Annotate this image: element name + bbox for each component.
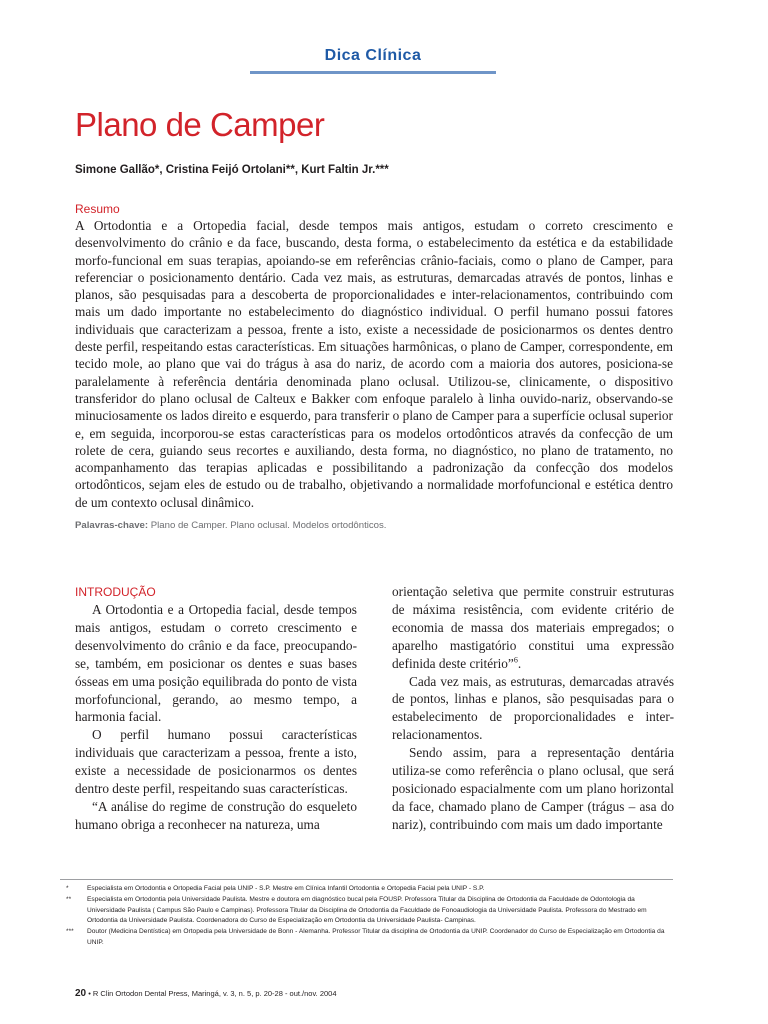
- footnote-rule: [60, 879, 673, 880]
- body-paragraph-continuation: [392, 583, 674, 673]
- body-paragraph: Sendo assim, para a representação dentária utiliza-se como referência o plano oclusal, que será posicionado espacialmente com um plano horizontal da face, chamado plano de Camper (trágus – asa do nariz), contribuindo com mais um dado importante: [392, 745, 674, 832]
- header-rule: [250, 71, 496, 74]
- body-paragraph: O perfil humano possui características individuais que caracterizam a pessoa, frente a isto, existe a necessidade de posicionarmos os dentes dentro deste perfil, respeitando suas características.: [75, 727, 357, 797]
- author-list: Simone Gallão*, Cristina Feijó Ortolani**, Kurt Faltin Jr.***: [75, 164, 389, 176]
- journal-citation: • R Clin Ortodon Dental Press, Maringá, v. 3, n. 5, p. 20-28 - out./nov. 2004: [88, 989, 337, 998]
- body-paragraph: Cada vez mais, as estruturas, demarcadas através de pontos, linhas e planos, são pesquisadas para o estabelecimento de proporcionalidades e inter-relacionamentos.: [392, 673, 674, 743]
- footnote: [66, 895, 674, 927]
- footnotes: [66, 884, 674, 949]
- body-column-right: [392, 583, 674, 834]
- footnote: [66, 927, 674, 949]
- continuation-text: orientação seletiva que permite construir estruturas de máxima resistência, com evidente critério de economia de massa dos materiais empregados; o aparelho mastigatório constitui uma expressão definida deste critério”: [392, 584, 674, 671]
- citation-reference: 6: [513, 655, 518, 665]
- abstract-text: A Ortodontia e a Ortopedia facial, desde tempos mais antigos, estudam o correto crescimento e desenvolvimento do crânio e da face, buscando, desta forma, o estabelecimento da estética e da estabilidade morfo-funcional em suas terapias, apoiando-se em referências crânio-faciais, como o plano de Camper, para referenciar o posicionamento dentário. Cada vez mais, as estruturas, demarcadas através de pontos, linhas e planos, são pesquisadas para a descoberta de proporcionalidades e inter-relacionamentos, contribuindo com mais um dado importante no estabelecimento do diagnóstico individual. O perfil humano possui fatores individuais que caracterizam a pessoa, frente a isto, existe a necessidade de posicionarmos os dentes dentro deste perfil, respeitando estas características. Em situações harmônicas, o plano de Camper, correspondente, em tecido mole, ao plano que vai do trágus à asa do nariz, de acordo com a maioria dos autores, posiciona-se paralelamente à referência dentária denominada plano oclusal. Utilizou-se, clinicamente, o dispositivo transferidor do plano oclusal de Calteux e Bakker com enfoque paralelo à linha ouvido-nariz, observando-se minuciosamente os lados direito e esquerdo, para transferir o plano de Camper para a superfície oclusal superior e, em seguida, incorporou-se estas características para os modelos ortodônticos através da confecção de um rolete de cera, guiando seus recortes e auxiliando, desta forma, no diagnóstico, no plano de tratamento, no acompanhamento das terapias aplicadas e possibilitando a padronização da confecção dos modelos ortodônticos, sejam eles de estudo ou de trabalho, objetivando a normalidade morfofuncional e estética dentro de um contexto oclusal dinâmico.: [75, 218, 673, 510]
- continuation-end: .: [517, 655, 522, 671]
- page-number: 20: [75, 988, 87, 999]
- page-footer: [75, 988, 337, 999]
- footnote-mark: *: [66, 885, 69, 892]
- intro-heading: INTRODUÇÃO: [75, 585, 156, 599]
- footnote-mark: ***: [66, 928, 74, 936]
- abstract-heading: Resumo: [75, 202, 120, 216]
- footnote-text: Especialista em Ortodontia e Ortopedia Facial pela UNIP - S.P. Mestre em Clínica Infantil Ortodontia e Ortopedia Facial pela UNIP - S.P.: [87, 885, 485, 892]
- keywords-text: Plano de Camper. Plano oclusal. Modelos ortodônticos.: [150, 520, 387, 531]
- body-paragraph: A Ortodontia e a Ortopedia facial, desde tempos mais antigos, estudam o correto crescimento e desenvolvimento do crânio e da face, preocupando-se, também, em posicionar os dentes e suas bases ósseas em uma posição equilibrada do ponto de vista morfofuncional, gerando, ao mesmo tempo, a harmonia facial.: [75, 602, 357, 725]
- footnote-mark: **: [66, 895, 72, 903]
- keywords-line: [75, 520, 673, 531]
- body-paragraph: “A análise do regime de construção do esqueleto humano obriga a reconhecer na natureza, uma: [75, 798, 357, 832]
- article-title: Plano de Camper: [75, 106, 325, 143]
- body-column-left: [75, 583, 357, 834]
- keywords-label: Palavras-chave:: [75, 520, 149, 531]
- section-label: Dica Clínica: [324, 47, 422, 64]
- footnote: [66, 884, 674, 895]
- footnote-text: Doutor (Medicina Dentística) em Ortopedia pela Universidade de Bonn - Alemanha. Professor Titular da disciplina de Ortodontia da UNIP. Coordenador do Curso de Especialização em Ortodontia da UNIP.: [87, 928, 665, 946]
- footnote-text: Especialista em Ortodontia pela Universidade Paulista. Mestre e doutora em diagnóstico bucal pela FOUSP. Professora Titular da Disciplina de Ortodontia da Faculdade de Odontologia da Universidade Paulista ( Campus São Paulo e Campinas). Professora Titular da Disciplina de Ortodontia da Faculdade de Fonoaudiologia da Universidade Paulista. Professora do Mestrado em Ortodontia da Universidade Paulista. Coordenadora do Curso de Especialização em Ortodontia da Universidade Paulista- Campinas.: [87, 895, 647, 925]
